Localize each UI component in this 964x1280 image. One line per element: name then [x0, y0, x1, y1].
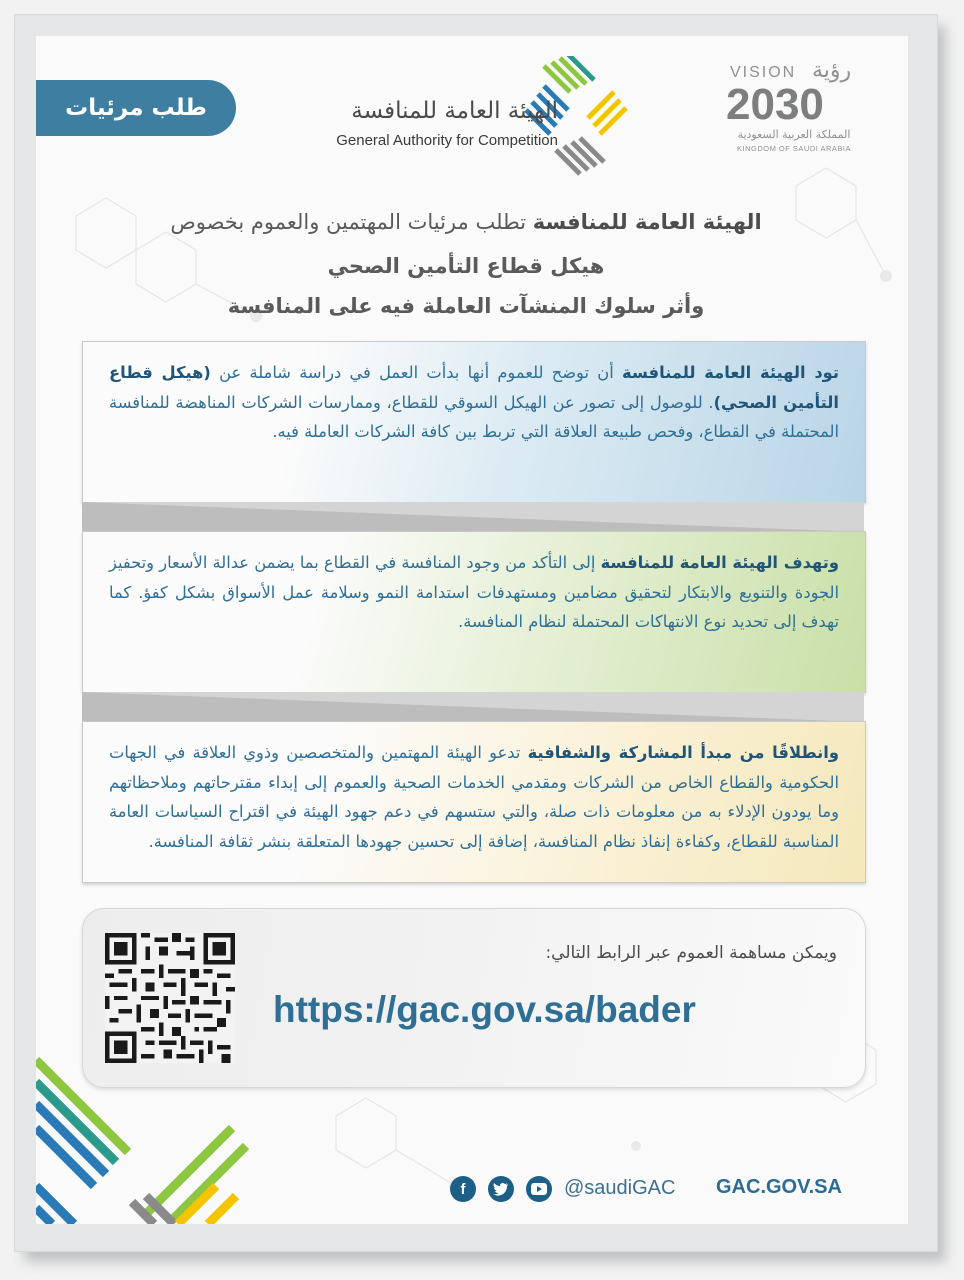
- poster: [36, 36, 908, 1224]
- request-tag: طلب مرئيات: [36, 80, 236, 136]
- youtube-icon[interactable]: [526, 1176, 552, 1202]
- panel-bold-topic: (هيكل قطاع التأمين الصحي): [109, 363, 839, 412]
- panel-text: [83, 532, 865, 637]
- link-intro: ويمكن مساهمة العموم عبر الرابط التالي:: [545, 943, 837, 963]
- panel-bold: وتهدف الهيئة العامة للمنافسة: [600, 553, 839, 572]
- participation-link[interactable]: https://gac.gov.sa/bader: [273, 989, 696, 1030]
- headline-line-1-rest: تطلب مرئيات المهتمين والعموم بخصوص: [170, 210, 527, 234]
- org-name-en: General Authority for Competition: [336, 132, 558, 149]
- facebook-icon[interactable]: f: [450, 1176, 476, 1202]
- org-name-ar: الهيئة العامة للمنافسة: [351, 98, 558, 124]
- twitter-icon[interactable]: [488, 1176, 514, 1202]
- decorative-chevrons-icon: [36, 1036, 266, 1224]
- social-handle[interactable]: @saudiGAC: [564, 1177, 676, 1199]
- panel-body: تدعو الهيئة المهتمين والمتخصصين وذوي العلاقة في الجهات الحكومية والقطاع الخاص من الشركات ومقدمي الخدمات الصحية والعموم إلى إبداء مقترحاتهم وملاحظاتهم وما يودون الإدلاء به من معلومات ذات صلة، والتي ستسهم في دعم جهود الهيئة في اقتراح السياسات العامة المناسبة للقطاع، وكفاءة إنفاذ نظام المنافسة، إضافة إلى تحسين جهودها المتعلقة بنشر ثقافة المنافسة.: [109, 743, 839, 851]
- vision-word-ar: رؤية: [812, 58, 852, 83]
- panel-connector: [82, 502, 864, 532]
- vision-kingdom-ar: المملكة العربية السعودية: [737, 128, 851, 141]
- website-domain[interactable]: GAC.GOV.SA: [716, 1176, 842, 1198]
- panel-text: [83, 722, 865, 856]
- twitter-bird-icon: [493, 1182, 509, 1196]
- vision-kingdom-en: KINGDOM OF SAUDI ARABIA: [736, 144, 852, 153]
- panel-body: إلى التأكد من وجود المنافسة في القطاع بما يضمن عدالة الأسعار وتحفيز الجودة والتنويع والابتكار لتحقيق مضامين ومستهدفات استدامة النمو وسلامة عمل الأسواق بشكل كفؤ. كما تهدف إلى تحديد نوع الانتهاكات المحتملة لنظام المنافسة.: [109, 553, 839, 631]
- headline-org: الهيئة العامة للمنافسة: [532, 210, 762, 234]
- panel-text: [83, 342, 865, 447]
- vision-year: 2030: [726, 80, 824, 129]
- headline-line-2: هيكل قطاع التأمين الصحي: [327, 254, 605, 278]
- headline-line-1: [116, 210, 816, 234]
- info-panel-invitation: [82, 721, 866, 883]
- panel-body: أن توضح للعموم أنها بدأت العمل في دراسة شاملة عن: [210, 363, 622, 382]
- info-panel-study: [82, 341, 866, 503]
- vision-word: VISION: [730, 64, 797, 81]
- panel-connector: [82, 692, 864, 722]
- panel-body-cont: . للوصول إلى تصور عن الهيكل السوقي للقطاع، وممارسات الشركات المناهضة للمنافسة المحتملة في القطاع، وفحص طبيعة العلاقة التي تربط بين كافة الشركات العاملة فيه.: [109, 392, 839, 441]
- info-panel-goal: [82, 531, 866, 693]
- panel-bold: وانطلاقًا من مبدأ المشاركة والشفافية: [527, 743, 839, 762]
- youtube-play-icon: [531, 1183, 547, 1195]
- headline-line-3: وأثر سلوك المنشآت العاملة فيه على المنافسة: [227, 294, 705, 318]
- panel-bold: تود الهيئة العامة للمنافسة: [621, 363, 839, 382]
